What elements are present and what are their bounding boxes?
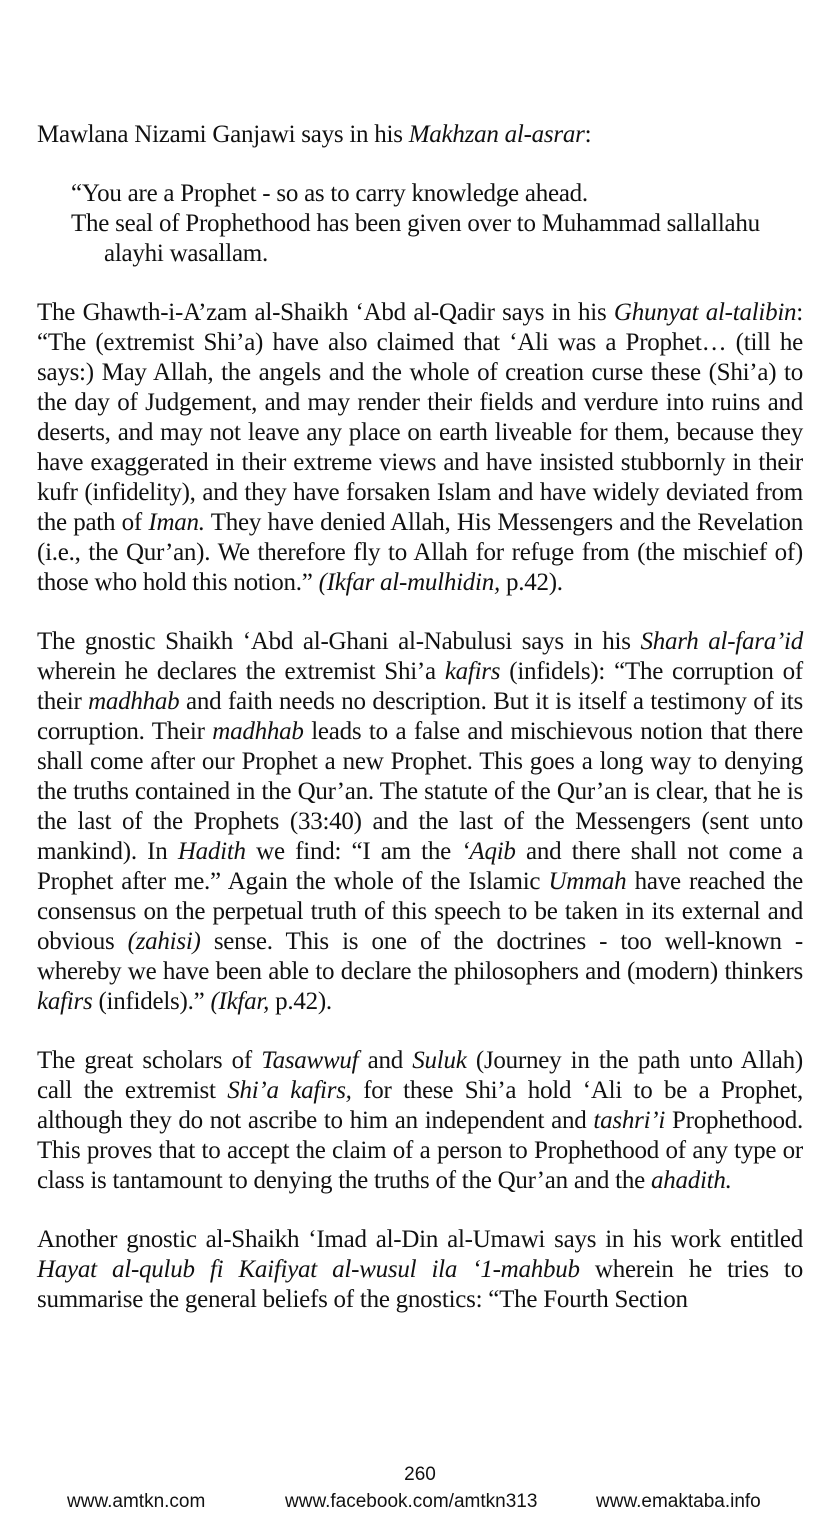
paragraph-3 [37,627,803,1017]
term: kafirs [444,658,501,685]
citation: (Ikfar al-mulhidin, [318,569,500,596]
book-title: Hayat al-qulub fi Kaifiyat al-wusul ila ‘1-mahbub [37,1256,580,1283]
paragraph-2 [37,298,803,598]
term: (zahisi) [127,928,201,955]
text: (infidels).” [92,988,211,1015]
text: have reached the consensus on the perpetual truth of this speech to be taken in its external and obvious [37,868,803,955]
text: and [358,1047,413,1074]
text: The great scholars of [37,1047,262,1074]
text: (infidels): “The corruption of their [37,658,804,715]
text: for these Shi’a hold ‘Ali to be a Prophet, although they do not ascribe to him an independent and [37,1077,803,1134]
page-body [37,120,803,1344]
term: madhhab [212,718,304,745]
term: Shi’a kafirs, [227,1077,352,1104]
footer [0,1491,840,1515]
text: : [584,121,592,148]
text: sense. This is one of the doctrines - too well-known - whereby we have been able to declare the philosophers and (modern) thinkers [37,928,803,985]
term: Hadith [177,838,246,865]
footer-link-emaktaba[interactable]: www.emaktaba.info [596,1491,761,1512]
footer-link-facebook[interactable]: www.facebook.com/amtkn313 [285,1491,538,1512]
text: (Journey in the path unto Allah) call the extremist [37,1047,803,1104]
paragraph-5 [37,1225,803,1315]
text: and there shall not come a Prophet after me.” Again the whole of the Islamic [37,838,803,895]
poem-quote [37,179,803,269]
term: Iman. [148,509,205,536]
book-title: Ghunyat al-talibin [613,299,797,326]
text: wherein he tries to summarise the general beliefs of the gnostics: “The Fourth Section [37,1256,803,1313]
text: Mawlana Nizami Ganjawi says in his [37,121,409,148]
term: kafirs [37,988,93,1015]
text: The Ghawth-i-A’zam al-Shaikh ‘Abd al-Qadir says in his [37,299,614,326]
text: wherein he declares the extremist Shi’a [37,658,445,685]
text: we find: “I am the [245,838,462,865]
text: : “The (extremist Shi’a) have also claimed that ‘Ali was a Prophet… (till he says:) May Allah, the angels and the whole of creation curse these (Shi’a) to the day of Judgement, and may render their fields and verdure into ruins and deserts, and may not leave any place on earth liveable for them, because they have exaggerated in their extreme views and have insisted stubbornly in their kufr (infidelity), and they have forsaken Islam and have widely deviated from the path of [37,299,803,536]
term: tashri’i [593,1107,666,1134]
term: Tasawwuf [261,1047,359,1074]
term: madhhab [88,688,180,715]
term: Ummah [548,868,627,895]
paragraph-1 [37,120,803,150]
book-title: Makhzan al-asrar [408,121,585,148]
text: They have denied Allah, His Messengers and the Revelation (i.e., the Qur’an). We therefore fly to Allah for refuge from (the mischief of) those who hold this notion.” [37,509,803,596]
term: ‘Aqib [461,838,516,865]
text: Another gnostic al-Shaikh ‘Imad al-Din al-Umawi says in his work entitled [37,1226,803,1253]
paragraph-4 [37,1046,803,1196]
text: Prophethood. This proves that to accept the claim of a person to Prophethood of any type or class is tantamount to denying the truths of the Qur’an and the [37,1107,803,1194]
term: Suluk [412,1047,467,1074]
footer-link-amtkn[interactable]: www.amtkn.com [67,1491,206,1512]
text: leads to a false and mischievous notion that there shall come after our Prophet a new Prophet. This goes a long way to denying the truths contained in the Qur’an. The statute of the Qur’an is clear, that he is the last of the Prophets (33:40) and the last of the Messengers (sent unto mankind). In [37,718,804,865]
text: The gnostic Shaikh ‘Abd al-Ghani al-Nabulusi says in his [37,628,641,655]
text: p.42). [269,988,332,1015]
text: and faith needs no description. But it is itself a testimony of its corruption. Their [37,688,803,745]
quote-line-1: “You are a Prophet - so as to carry knowledge ahead. [71,180,588,207]
quote-line-2: The seal of Prophethood has been given over to Muhammad sallallahu alayhi wasallam. [71,210,760,267]
citation: (Ikfar, [210,988,270,1015]
page-number: 260 [404,1464,436,1485]
text: p.42). [499,569,563,596]
book-title: Sharh al-fara’id [640,628,804,655]
term: ahadith. [650,1167,732,1194]
